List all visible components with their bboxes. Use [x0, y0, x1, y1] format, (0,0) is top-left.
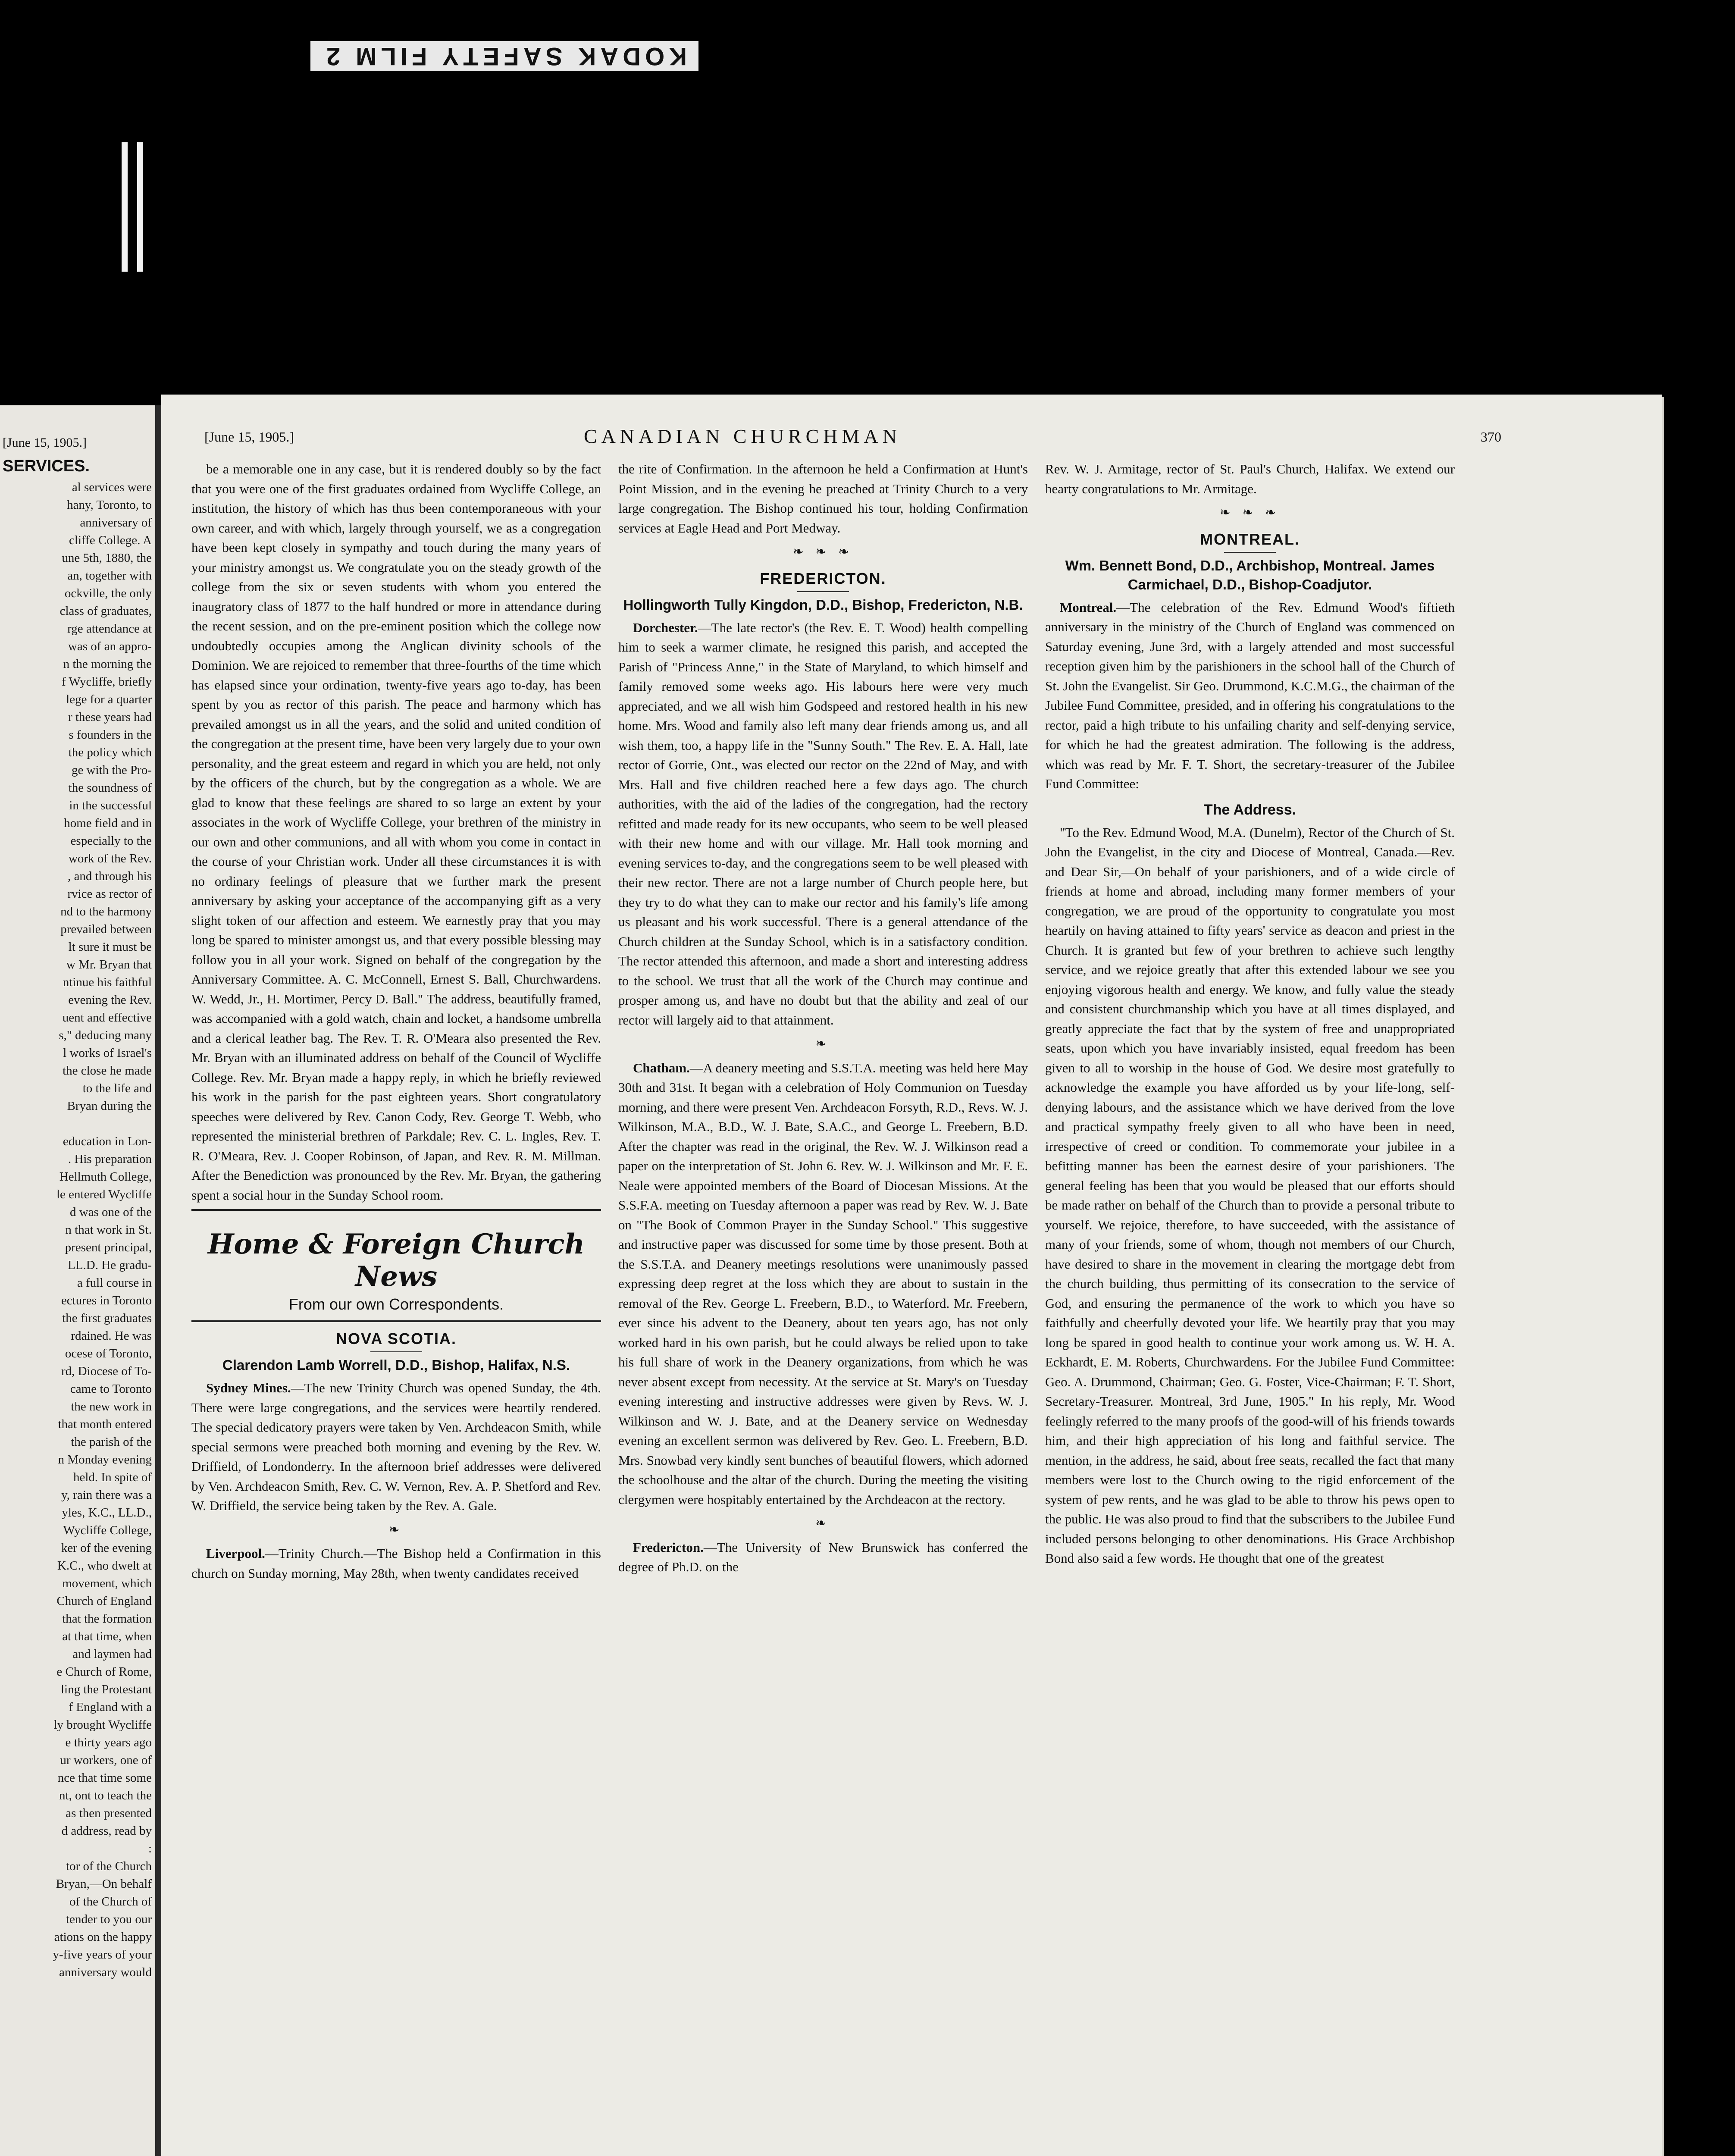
short-rule [797, 591, 849, 592]
facing-page-line: especially to the [70, 834, 152, 848]
facing-page-line: nt, ont to teach the [59, 1789, 152, 1802]
facing-page-heading: SERVICES. [3, 457, 90, 475]
facing-page-line: d was one of the [69, 1205, 152, 1219]
article-paragraph [618, 618, 1028, 1030]
facing-page-line: a full course in [77, 1276, 152, 1290]
newspaper-page [161, 395, 1662, 2156]
facing-page-line: an, together with [67, 569, 152, 583]
facing-page-line: ling the Protestant [60, 1683, 152, 1696]
place-lead: Sydney Mines. [206, 1380, 291, 1395]
facing-page-line: K.C., who dwelt at [57, 1559, 152, 1573]
facing-page-line: held. In spite of [73, 1470, 152, 1484]
facing-page-line: hany, Toronto, to [67, 498, 152, 512]
facing-page-line: as then presented [66, 1806, 152, 1820]
facing-page-line: movement, which [62, 1576, 152, 1590]
facing-page-line: Wycliffe College, [63, 1523, 152, 1537]
facing-page-line: ntinue his faithful [63, 975, 152, 989]
facing-page-line: y, rain there was a [61, 1488, 152, 1502]
section-title: Home & Foreign Church News [207, 1228, 585, 1293]
section-rule [191, 1209, 601, 1211]
place-lead: Liverpool. [206, 1546, 265, 1561]
facing-page-line: work of the Rev. [68, 852, 152, 865]
sprocket-mark [122, 142, 128, 272]
paragraph-body: —Trinity Church.—The Bishop held a Confirmation in this church on Sunday morning, May 28th, when twenty candidates received [191, 1546, 601, 1581]
facing-page-line: to the life and [82, 1081, 152, 1095]
place-lead: Dorchester. [633, 620, 698, 635]
facing-page-line: f England with a [69, 1700, 152, 1714]
facing-page-line: and laymen had [72, 1647, 152, 1661]
facing-page-line: came to Toronto [70, 1382, 152, 1396]
facing-page-line: n Monday evening [58, 1453, 152, 1467]
facing-page-line: ly brought Wycliffe [53, 1718, 152, 1732]
facing-page-line: . His preparation [68, 1152, 152, 1166]
facing-page-line: s," deducing many [59, 1028, 152, 1042]
running-date: [June 15, 1905.] [204, 429, 294, 445]
article-paragraph [191, 1378, 601, 1516]
ornament-divider: ❧ ❧ ❧ [1219, 505, 1281, 520]
film-border [0, 34, 1735, 86]
article-paragraph: the rite of Confirmation. In the afternoon he held a Confirmation at Hunt's Point Mission, and in the evening he preached at Trinity Church to a very large congregation. The Bishop continued his tour, holding Confirmation services at Eagle Head and Port Medway. [618, 461, 1028, 536]
facing-page-line: anniversary would [59, 1965, 152, 1979]
facing-page-line: rdained. He was [71, 1329, 152, 1343]
facing-page-line: Bryan,—On behalf [56, 1877, 152, 1891]
facing-page-line: at that time, when [62, 1630, 152, 1643]
article-paragraph [191, 1544, 601, 1583]
column-2 [618, 459, 1028, 1579]
facing-page-line: y-five years of your [53, 1948, 152, 1962]
facing-page-line: yles, K.C., LL.D., [62, 1506, 152, 1520]
place-lead: Fredericton. [633, 1539, 704, 1555]
facing-page-line: class of graduates, [60, 604, 152, 618]
facing-page-line: uent and effective [62, 1011, 152, 1025]
facing-page-line: ations on the happy [54, 1930, 152, 1944]
facing-page-line: the new work in [71, 1400, 152, 1413]
facing-page-line: nd to the harmony [60, 905, 152, 918]
facing-page-line: ocese of Toronto, [65, 1347, 152, 1360]
facing-page-line: that month entered [58, 1417, 152, 1431]
facing-page-line: rvice as rector of [67, 887, 152, 901]
film-edge-label: KODAK SAFETY FILM 2 [310, 41, 698, 71]
facing-page-line: the parish of the [71, 1435, 152, 1449]
paragraph-body: —The University of New Brunswick has conferred the degree of Ph.D. on the [618, 1539, 1028, 1574]
facing-page-line: nce that time some [57, 1771, 152, 1785]
facing-page-line: ectures in Toronto [61, 1294, 152, 1307]
facing-page-line: prevailed between [60, 922, 152, 936]
sprocket-mark [137, 142, 143, 272]
paragraph-body: —The late rector's (the Rev. E. T. Wood) health compelling him to seek a warmer climate, he resigned this parish, and accepted the Parish of "Princess Anne," in the State of Maryland, to which himself and family removed some weeks ago. His labours here were very much appreciated, and we all wish him Godspeed and restored health in his new home. Mrs. Wood and family also left many dear friends among us, and all wish them, too, a happy life in the "Sunny South." The Rev. E. A. Hall, late rector of Gorrie, Ont., was elected our rector on the 22nd of May, and with Mrs. Hall and five children reached here a few days ago. The church authorities, with the aid of the ladies of the congregation, had the rectory refitted and made ready for its new occupants, who seem to be well pleased with their new home and with our village. Mr. Hall took morning and evening services to-day, and the congregations seem to be well pleased with their new rector. There are not a large number of Church people here, but they try to do what they can to make our rector and his family's life among us pleasant and his work successful. There is a general attendance of the Church children at the Sunday School, which is in a satisfactory condition. The rector attended this afternoon, and made a short and interesting address to the school. We trust that all the work of the Church may continue and prosper among us, and have no doubt but that the ability and zeal of our rector will largely aid to that attainment. [618, 620, 1028, 1028]
bishop-line: Clarendon Lamb Worrell, D.D., Bishop, Halifax, N.S. [222, 1357, 570, 1373]
facing-page-line: cliffe College. A [69, 533, 152, 547]
column-1 [191, 459, 601, 1586]
facing-page-line: Church of England [56, 1594, 152, 1608]
facing-page-line: al services were [72, 480, 152, 494]
ornament-divider: ❧ ❧ ❧ [792, 545, 854, 559]
facing-page-line: d address, read by [61, 1824, 152, 1838]
facing-page-line: was of an appro- [68, 639, 152, 653]
facing-page-line: lege for a quarter [66, 693, 152, 706]
ornament-divider: ❧ [388, 1522, 404, 1537]
facing-page-running-head: [June 15, 1905.] [3, 436, 87, 450]
facing-page-line: f Wycliffe, briefly [62, 675, 152, 689]
article-paragraph [618, 1058, 1028, 1510]
facing-page-line: n the morning the [63, 657, 152, 671]
facing-page-line: present principal, [65, 1241, 152, 1254]
facing-page-line: education in Lon- [63, 1134, 152, 1148]
facing-page-line: w Mr. Bryan that [66, 958, 152, 971]
facing-page-line: LL.D. He gradu- [68, 1258, 152, 1272]
facing-page-line: in the successful [69, 799, 152, 812]
article-paragraph [1045, 598, 1455, 794]
facing-page-line: Hellmuth College, [59, 1170, 152, 1184]
facing-page-line: that the formation [62, 1612, 152, 1626]
facing-page-line: , and through his [68, 869, 152, 883]
short-rule [1224, 552, 1276, 553]
facing-page-line: une 5th, 1880, the [62, 551, 152, 565]
column-3 [1045, 459, 1455, 1571]
place-lead: Montreal. [1060, 599, 1117, 615]
facing-page-line: the soundness of [68, 781, 152, 795]
paragraph-body: —A deanery meeting and S.S.T.A. meeting was held here May 30th and 31st. It began with a celebration of Holy Communion on Tuesday morning, and there were present Ven. Archdeacon Forsyth, R.D., Revs. W. J. Wilkinson, M.A., B.D., W. J. Bate, S.A.C., and George L. Freebern, B.D. After the chapter was read in the original, the Rev. W. J. Wilkinson read a paper on the interpretation of St. John 6. Rev. W. J. Wilkinson and Mr. F. E. Neale were appointed members of the Board of Diocesan Missions. At the S.S.F.A. meeting on Tuesday afternoon a paper was read by Rev. W. J. Bate on "The Book of Common Prayer in the Sunday School." This suggestive and instructive paper was discussed for some time by those present. Both at the S.S.T.A. and Deanery meetings resolutions were unanimously passed expressing deep regret at the loss which they are about to sustain in the removal of the Rev. George L. Freebern, B.D., to Waterford. Mr. Freebern, ever since his advent to the Deanery, about ten years ago, has not only worked hard in his own parish, but he could always be relied upon to take his full share of work in the Deanery organizations, from which he was never absent except from necessity. At the service at St. Mary's on Tuesday evening interesting and instructive addresses were given by Revs. W. J. Wilkinson and W. J. Bate, and at the Deanery service on Wednesday evening an excellent sermon was delivered by Rev. Geo. L. Freebern, B.D. Mrs. Snowbad very kindly sent bunches of beautiful flowers, which adorned the schoolhouse and the altar of the church. During the meeting the visiting clergymen were hospitably entertained by the Archdeacon at the rectory. [618, 1060, 1028, 1507]
facing-page-line: e Church of Rome, [56, 1665, 152, 1679]
facing-page-line: evening the Rev. [68, 993, 152, 1007]
paragraph-body: —The celebration of the Rev. Edmund Wood's fiftieth anniversary in the ministry of the Church of England was commenced on Saturday evening, June 3rd, with a largely attended and most successful reception given him by the parishioners in the school hall of the Church of St. John the Evangelist. Sir Geo. Drummond, K.C.M.G., the chairman of the Jubilee Fund Committee, presided, and in offering his congratulations to the rector, paid a high tribute to his unfailing charity and self-denying service, for which he had the greatest admiration. The following is the address, which was read by Mr. F. T. Short, the secretary-treasurer of the Jubilee Fund Committee: [1045, 599, 1455, 791]
facing-page-column [5, 479, 152, 1981]
facing-page-line: of the Church of [69, 1895, 152, 1908]
facing-page-line: tender to you our [66, 1912, 152, 1926]
facing-page-line: rd, Diocese of To- [61, 1364, 152, 1378]
facing-page-fragment [0, 405, 155, 2156]
paragraph-body: —The new Trinity Church was opened Sunday, the 4th. There were large congregations, and the services were heartily rendered. The special dedicatory prayers were taken by Ven. Archdeacon Smith, while special sermons were preached both morning and evening by the Rev. W. Driffield, of Londonderry. In the afternoon brief addresses were delivered by Ven. Archdeacon Smith, Rev. C. W. Vernon, Rev. A. P. Shetford and Rev. W. Driffield, the service being taken by the Rev. A. Gale. [191, 1380, 601, 1513]
facing-page-line: : [148, 1842, 152, 1855]
facing-page-line: n that work in St. [65, 1223, 152, 1237]
subsection-heading: The Address. [1203, 801, 1297, 818]
section-subtitle: From our own Correspondents. [288, 1295, 504, 1313]
facing-page-line: s founders in the [69, 728, 152, 742]
facing-page-line: the close he made [63, 1064, 152, 1078]
facing-page-line: anniversary of [80, 516, 152, 530]
facing-page-line: ockville, the only [64, 586, 152, 600]
facing-page-line: ker of the evening [61, 1541, 152, 1555]
diocese-heading: FREDERICTON. [760, 569, 886, 587]
facing-page-line: rge attendance at [67, 622, 152, 636]
page-number: 370 [1481, 429, 1501, 445]
facing-page-line [5, 1115, 152, 1133]
facing-page-line: ge with the Pro- [71, 763, 152, 777]
facing-page-line: lt sure it must be [68, 940, 152, 954]
article-paragraph: Rev. W. J. Armitage, rector of St. Paul's Church, Halifax. We extend our hearty congratulations to Mr. Armitage. [1045, 461, 1455, 496]
facing-page-line: le entered Wycliffe [56, 1188, 152, 1201]
page-gutter [155, 405, 161, 2156]
bishop-line: Wm. Bennett Bond, D.D., Archbishop, Montreal. James Carmichael, D.D., Bishop-Coadjutor. [1065, 557, 1435, 592]
place-lead: Chatham. [633, 1060, 690, 1075]
facing-page-line: ur workers, one of [60, 1753, 152, 1767]
facing-page-line: tor of the Church [66, 1859, 152, 1873]
article-paragraph: "To the Rev. Edmund Wood, M.A. (Dunelm), Rector of the Church of St. John the Evangelist, in the city and Diocese of Montreal, Canada.—Rev. and Dear Sir,—On behalf of your parishioners, and of a wide circle of friends at home and abroad, including many former members of your congregation, we are proud of the opportunity to congratulate you most heartily on having attained to fifty years' service as deacon and priest in the Church. It is granted but few of your brethren to achieve such lengthy service, and we rejoice greatly that after this extended labour we see you enjoying vigorous health and energy. We know, and fully value the steady and consistent churchmanship which you have at all times displayed, and greatly appreciate the fact that by the system of free and unappropriated seats, upon which you have invariably insisted, equal freedom has been given to all to worship in the house of God. We desire most gratefully to acknowledge the example you have afforded us by your life-long, self-denying labours, and the assistance which we have derived from the love and practical sympathy freely given to all who have been in need, irrespective of creed or condition. To commemorate your jubilee in a befitting manner has been the earnest desire of your parishioners. The general feeling has been that you would be pleased that our efforts should be made rather on behalf of the Church than to provide a personal tribute to yourself. We rejoice, therefore, to have succeeded, with the assistance of many of your friends, some of whom, though not members of our Church, have desired to share in the movement in clearing the mortgage debt from the church building, thus permitting of its consecration to the service of God, and ensuring the permanence of the work to which you have so faithfully and cheerfully devoted your life. We heartily pray that you may long be spared in good health to continue your work among us. W. H. A. Eckhardt, E. M. Roberts, Churchwardens. For the Jubilee Fund Committee: Geo. A. Drummond, Chairman; Geo. G. Foster, Vice-Chairman; F. T. Short, Secretary-Treasurer. Montreal, 3rd June, 1905." In his reply, Mr. Wood feelingly referred to the many proofs of the good-will of his friends towards him, and their high appreciation of his long and faithful service. The mention, in the address, he said, about free seats, recalled the fact that many members were lost to the Church owing to the rigid enforcement of the system of pew rents, and he was glad to be able to throw his pews open to the public. He was also proud to find that the subscribers to the Jubilee Fund included persons belonging to other denominations. His Grace Archbishop Bond also said a few words. He thought that one of the greatest [1045, 824, 1455, 1566]
facing-page-line: home field and in [64, 816, 152, 830]
ornament-divider: ❧ [815, 1037, 831, 1051]
facing-page-line: the first graduates [62, 1311, 152, 1325]
section-rule [191, 1320, 601, 1322]
short-rule [370, 1351, 422, 1352]
article-paragraph: be a memorable one in any case, but it is rendered doubly so by the fact that you were one of the first graduates ordained from Wycliffe College, an institution, the history of which has thus been contemporaneous with your own career, and with which, largely through yourself, we as a congregation have been kept closely in sympathy and touch during the many years of your ministry amongst us. We congratulate you on the steady growth of the college from the six or seven students with whom you entered the inaugratory class of 1877 to the half hundred or more in attendance during the recent session, and on the pre-eminent position which the college now undoubtedly occupies among the Anglican divinity schools of the Dominion. We are rejoiced to remember that three-fourths of the time which has elapsed since your ordination, twenty-five years ago to-day, has been spent by you as rector of this parish. The peace and harmony which has prevailed amongst us in all the years, and the solid and united condition of the congregation at the present time, have been very largely due to your own personality, and the great esteem and regard in which you are held, not only by the officers of the church, but by the congregation as a whole. We are glad to know that these feelings are shared to so large an extent by your associates in the work of Wycliffe College, your brethren of the ministry in our own and other communions, and all with whom you come in contact in the course of your Christian work. Under all these circumstances it is with no ordinary feelings of pleasure that we further mark the present anniversary by asking your acceptance of the accompanying gift as a very slight token of our affection and esteem. We earnestly pray that you may long be spared to minister amongst us, and that every possible blessing may follow you in all your work. Signed on behalf of the congregation by the Anniversary Committee. A. C. McConnell, Ernest S. Ball, Churchwardens. W. Wedd, Jr., H. Mortimer, Percy D. Ball." The address, beautifully framed, was accompanied with a gold watch, chain and locket, a handsome umbrella and a clerical leather bag. The Rev. T. R. O'Meara also presented the Rev. Mr. Bryan with an illuminated address on behalf of the Council of Wycliffe College. Rev. Mr. Bryan made a happy reply, in which he briefly reviewed his work in the parish for the past eighteen years. Short congratulatory speeches were delivered by Rev. Canon Cody, Rev. George T. Webb, who represented the ministerial brethren of Parkdale; Rev. C. L. Ingles, Rev. T. R. O'Meara, Rev. J. Cooper Robinson, of Japan, and Rev. R. M. Millman. After the Benediction was pronounced by the Rev. Mr. Bryan, the gathering spent a social hour in the Sunday School room. [191, 461, 601, 1203]
ornament-divider: ❧ [815, 1516, 831, 1530]
diocese-heading: MONTREAL. [1200, 530, 1300, 548]
facing-page-line: r these years had [68, 710, 152, 724]
facing-page-line: e thirty years ago [65, 1736, 152, 1749]
masthead-title: CANADIAN CHURCHMAN [584, 425, 901, 447]
diocese-heading: NOVA SCOTIA. [335, 1330, 457, 1348]
facing-page-line: Bryan during the [67, 1099, 152, 1113]
bishop-line: Hollingworth Tully Kingdon, D.D., Bishop, Fredericton, N.B. [623, 596, 1023, 613]
facing-page-line: the policy which [68, 746, 152, 759]
article-paragraph [618, 1538, 1028, 1577]
facing-page-line: l works of Israel's [63, 1046, 152, 1060]
